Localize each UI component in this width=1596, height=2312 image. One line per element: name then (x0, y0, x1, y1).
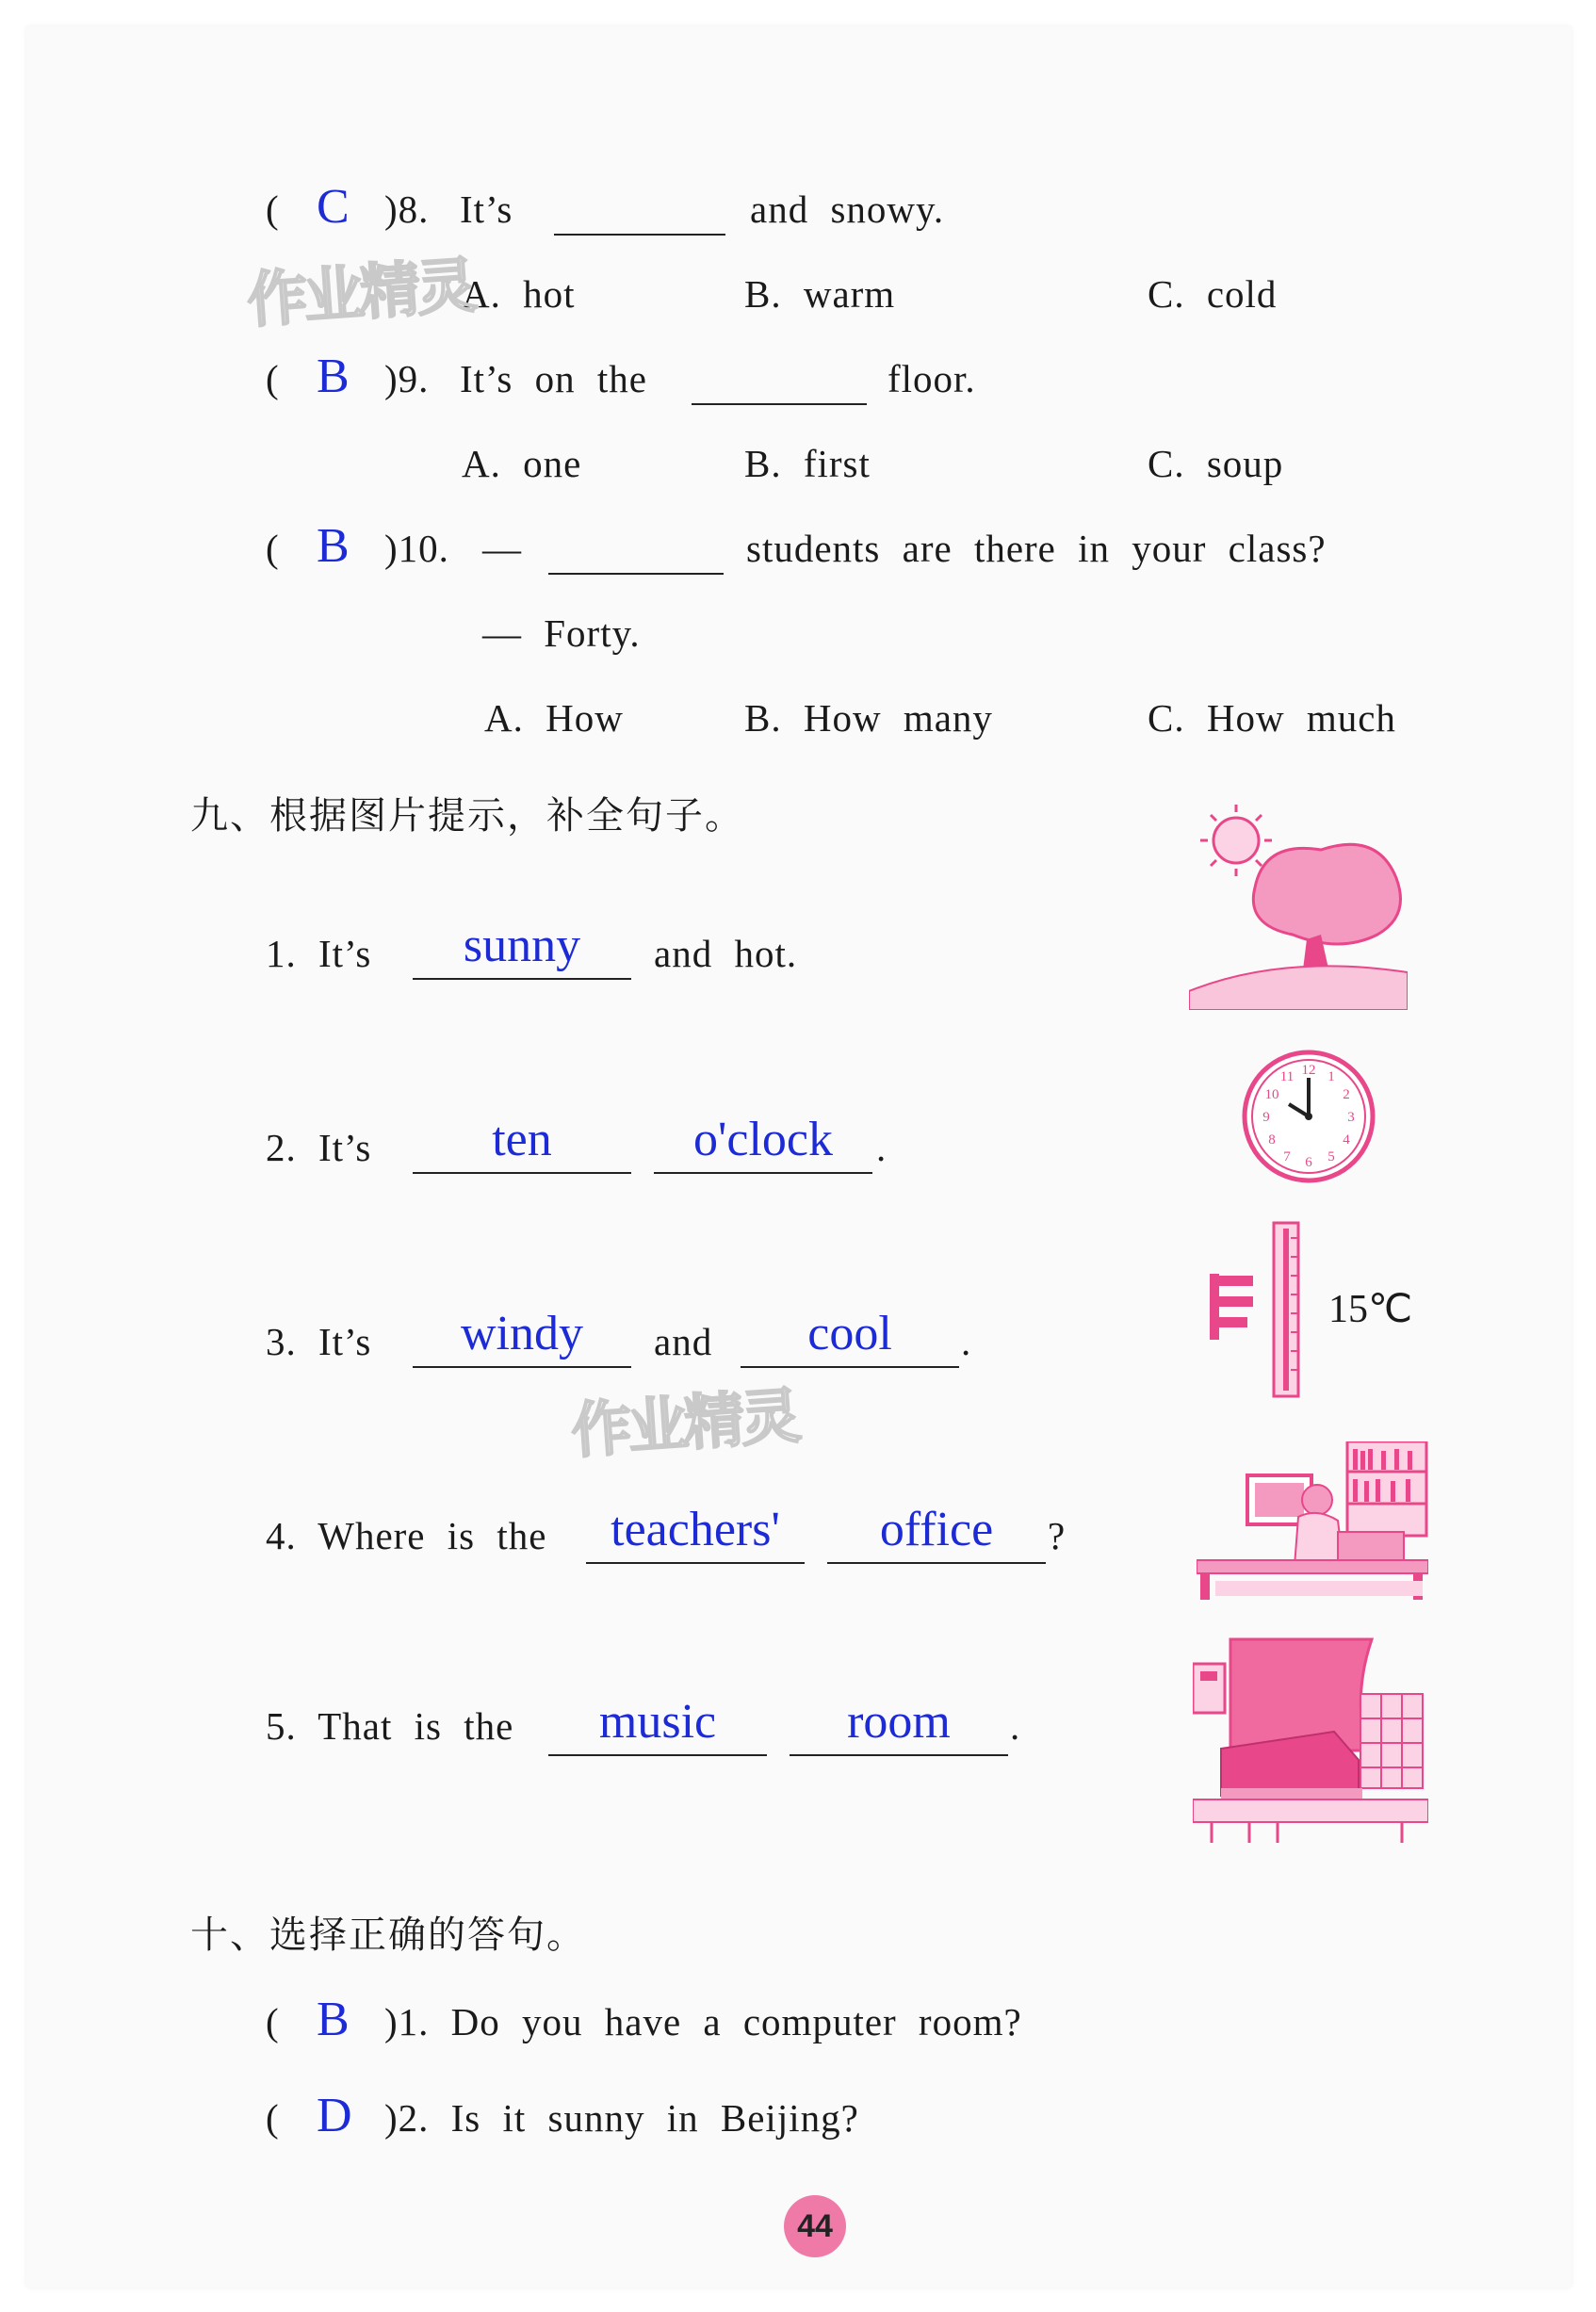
dash: — (482, 527, 522, 570)
answer-text: room (847, 1695, 951, 1749)
question-number-10: )10. (384, 527, 449, 570)
option-b: B. first (744, 442, 871, 485)
item-label: 3. It’s (266, 1320, 372, 1363)
punctuation: . (876, 1126, 888, 1169)
option-a: A. hot (462, 272, 576, 316)
item-label: 4. Where is the (266, 1514, 547, 1557)
question-9-text-end: floor. (888, 357, 976, 400)
option-c: C. cold (1148, 272, 1278, 316)
blank-line (692, 403, 867, 405)
blank-line (654, 1172, 872, 1174)
paren-open: ( (266, 2096, 280, 2140)
svg-text:7: 7 (1283, 1149, 1291, 1164)
blank-line (548, 573, 724, 575)
sun-and-tree-picture (1189, 803, 1408, 1010)
paren-open: ( (266, 527, 280, 570)
answer-text: o'clock (693, 1113, 833, 1166)
answer-text: cool (807, 1307, 892, 1360)
option-c: C. How much (1148, 696, 1396, 740)
item-text: and hot. (654, 932, 798, 975)
clock-picture (1240, 1048, 1377, 1185)
item-text: and (654, 1320, 713, 1363)
blank-line (413, 1172, 631, 1174)
paren-open: ( (266, 187, 280, 231)
blank-line (790, 1754, 1008, 1756)
item-label: 5. That is the (266, 1704, 514, 1748)
watermark: 作业精灵 (245, 251, 476, 337)
svg-text:4: 4 (1343, 1132, 1350, 1148)
item-label: 1. It’s (266, 932, 372, 975)
reply-text: — Forty. (482, 611, 641, 655)
svg-text:12: 12 (1301, 1063, 1316, 1078)
answer-q9: B (317, 350, 350, 403)
answer-text: ten (492, 1113, 552, 1166)
answer-text: office (879, 1503, 994, 1556)
section-9-heading: 九、根据图片提示，补全句子。 (190, 794, 744, 838)
question-text: )2. Is it sunny in Beijing? (384, 2096, 859, 2140)
svg-text:2: 2 (1343, 1087, 1350, 1102)
svg-text:1: 1 (1327, 1069, 1335, 1084)
watermark: 作业精灵 (569, 1381, 800, 1468)
svg-text:11: 11 (1279, 1069, 1295, 1084)
blank-line (827, 1562, 1046, 1564)
svg-text:8: 8 (1268, 1132, 1276, 1148)
svg-text:9: 9 (1262, 1110, 1270, 1125)
question-text: )1. Do you have a computer room? (384, 2000, 1022, 2043)
item-label: 2. It’s (266, 1126, 372, 1169)
option-a: A. one (462, 442, 582, 485)
punctuation: . (961, 1320, 972, 1363)
svg-text:3: 3 (1347, 1110, 1355, 1125)
answer-q10: B (317, 519, 350, 573)
punctuation: ? (1048, 1514, 1067, 1557)
music-room-picture (1193, 1637, 1428, 1847)
answer-s10-q1: B (317, 1993, 350, 2046)
paren-open: ( (266, 2000, 280, 2043)
punctuation: . (1010, 1704, 1021, 1748)
question-number-8: )8. (384, 187, 430, 231)
question-8-text-start: It’s (460, 187, 513, 231)
blank-line (586, 1562, 805, 1564)
option-b: B. How many (744, 696, 993, 740)
question-10-text-end: students are there in your class? (746, 527, 1327, 570)
question-9-text-start: It’s on the (460, 357, 647, 400)
blank-line (413, 978, 631, 980)
option-a: A. How (484, 696, 624, 740)
question-8-text-end: and snowy. (750, 187, 945, 231)
answer-text: music (598, 1695, 717, 1749)
thermometer-picture (1206, 1219, 1311, 1400)
blank-line (554, 234, 725, 236)
answer-s10-q2: D (317, 2089, 352, 2142)
svg-text:6: 6 (1305, 1155, 1312, 1170)
blank-line (413, 1366, 631, 1368)
answer-q8: C (317, 180, 350, 234)
paren-open: ( (266, 357, 280, 400)
blank-line (741, 1366, 959, 1368)
temperature-label: 15℃ (1328, 1288, 1413, 1331)
blank-line (548, 1754, 767, 1756)
answer-text: windy (461, 1307, 583, 1360)
answer-text: teachers' (611, 1503, 780, 1556)
office-picture (1197, 1441, 1428, 1602)
section-10-heading: 十、选择正确的答句。 (190, 1913, 586, 1957)
answer-text: sunny (463, 919, 581, 972)
question-number-9: )9. (384, 357, 430, 400)
svg-text:5: 5 (1327, 1149, 1335, 1164)
option-b: B. warm (744, 272, 896, 316)
page-number: 44 (784, 2195, 846, 2257)
option-c: C. soup (1148, 442, 1284, 485)
svg-text:10: 10 (1264, 1087, 1279, 1102)
